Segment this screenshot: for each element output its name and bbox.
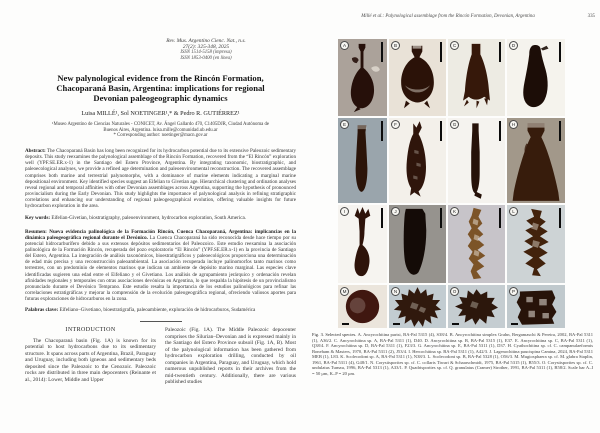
scale-bar [440,42,442,62]
resumen-paragraph [25,229,296,303]
figure-panel-E [338,118,387,203]
specimen-photo [448,39,505,116]
palabras-label: Palabras clave: [25,307,59,314]
scale-bar [499,208,501,228]
specimen-photo [507,39,565,116]
figure-panel-I [338,205,387,283]
specimen-photo [507,205,565,283]
panel-letter-badge: A [340,41,349,50]
scale-bar [381,121,383,141]
section-divider [140,321,182,322]
scale-bar [381,208,383,228]
affiliation-line-2: Buenos Aires, Argentina. luisa.mille@comunidad.ub.edu.ar [103,127,218,133]
figure-panel-B [389,39,446,116]
keywords-line [25,215,296,221]
journal-name: Rev. Mus. Argentino Cienc. Nat., n.s. [166,38,246,44]
scale-bar [559,42,561,62]
running-head: Millé et al.: Palynological assemblage from the Rincón Formation, Devonian, Argentina [361,14,535,19]
introduction-columns [25,327,296,386]
page-right [310,0,600,433]
authors-line: Luisa MILLÉ¹, Sol NOETINGER¹,* & Pedro R. GUTIÉRREZ¹ [81,110,240,118]
keywords-label: Key words: [25,214,51,221]
figure-caption-lead: Fig. 3. Selected species. [312,332,357,337]
panel-letter-badge: I [340,207,349,216]
journal-volume: 27(2): 325-348, 2025 [182,44,230,50]
intro-column-left [25,327,156,386]
abstract-label: Abstract: [25,147,46,154]
panel-letter-badge: F [391,120,400,129]
specimen-photo [448,205,505,283]
scale-bar [381,42,383,62]
panel-letter-badge: D [509,41,518,50]
figure-panel-F [389,118,446,203]
panel-letter-badge: E [340,120,349,129]
specimen-photo [389,118,446,203]
figure-panel-G [448,118,505,203]
intro-paragraph-right: Paleozoic (Fig. 1A). The Middle Paleozoic depocenter comprises the Silurian–Devonian and is expressed mainly in the Santiago del Estero Province subsoil (Fig. 1A, B). Most of the palynological information has been gathered from hydrocarbon exploration drilling, conducted by oil companies in Argentina, Paraguay, and Uruguay, which hold numerous unpublished reports in their archives from the mid-twentieth century. Additionally, there are various published studies [165,327,296,386]
panel-letter-badge: P [509,287,518,296]
figure-panel-K [448,205,505,283]
figure-panel-A [338,39,387,116]
scale-bar [342,323,349,325]
scale-bar [511,323,518,325]
figure-panel-J [389,205,446,283]
figure-panel-D [507,39,565,116]
panel-letter-badge: M [340,287,349,296]
specimen-photo [338,39,387,116]
issn-print: ISSN 1514-5158 (impresa) [180,50,232,55]
figure-panel-P [507,285,565,328]
abstract-text: The Chacoparaná Basin has long been recognized for its hydrocarbon potential due to its extensive Paleozoic sedimentary deposits. This study reexamines the palynological assemblage of the Rincón Formation, recovered from the “El Rincón” exploration well (YPF.SE.ER.x-1) in the Santiago del Estero Province, Argentina. By integrating taxonomic, biostratigraphic, and paleoecological analyses, we provide a refined age determination and paleoenvironmental reconstruction. The recovered assemblage comprises both marine and terrestrial palynomorphs, with a dominance of marine elements indicating a marginal marine depositional environment. Key identified species suggest an Eifelian to Givetian age. Hierarchical clustering and ordination analyses reveal regional and temporal affinities with other Devonian assemblages across Argentina, supporting the hypothesis of pronounced provincialism during the Early Devonian. This study highlights the importance of palynological analysis in refining stratigraphic correlations and enhancing our understanding of regional paleogeographical evolution, offering valuable insights for future hydrocarbon exploration in the area. [25,147,296,210]
specimen-photo [338,118,387,203]
figure-caption [312,332,593,376]
specimen-photo [338,205,387,283]
scale-bar [499,42,501,62]
intro-column-right [165,327,296,386]
scale-bar [452,323,459,325]
scale-bar [499,121,501,141]
affiliation [25,122,296,139]
keywords-text: Eifelian-Givetian, biostratigraphy, paleoenvironment, hydrocarbon exploration, South America. [51,214,247,221]
scale-bar [559,208,561,228]
figure-grid [338,39,565,328]
affiliation-line-3: * Corresponding author: noetinger@macn.gov.ar [113,133,208,139]
figure-panel-N [389,285,446,328]
palabras-line [25,307,296,313]
panel-letter-badge: K [450,207,459,216]
intro-paragraph-left: The Chacoparaná basin (Fig. 1A) is known for its potential to host hydrocarbons due to its sedimentary structure. It spans across parts of Argentina, Brazil, Paraguay and Uruguay, including both igneous and sedimentary beds deposited since the Paleozoic to the Cenozoic. Paleozoic rocks are distributed in three main depocenters (Reinante et al., 2014): Lower, Middle and Upper [25,337,156,383]
resumen-label: Resumen: Nueva evidencia palinológica de la Formación Rincón, Cuenca Chacoparaná, Argentina: implicancias en la dinámica paleogeográfica regional durante el Devónico. [25,228,296,241]
panel-letter-badge: B [391,41,400,50]
abstract-paragraph [25,148,296,210]
figure-panel-C [448,39,505,116]
specimen-photo [389,205,446,283]
resumen-text: La Cuenca Chacoparaná ha sido reconocida desde hace tiempo por su potencial hidrocarburífero debido a sus extensos depósitos sedimentarios del Paleozoico. Este estudio reexamina la asociación palinológica de la Formación Rincón, recuperada del pozo exploratorio “El Rincón” (YPF.SE.ER.x-1) en la provincia de Santiago del Estero, Argentina. La integración de análisis taxonómicos, bioestratigráficos y paleoecológicos proporciona una determinación de edad más precisa y una reconstrucción paleoambiental. La asociación recuperada incluye palinomorfos tanto marinos como terrestres, con un predominio de elementos marinos que indican un ambiente de depósito marino marginal. Las especies clave identificadas sugieren una edad entre el Eifeliano y el Givetiano. Los análisis de agrupamiento jerárquico y ordenación revelan afinidades regionales y temporales con otras asociaciones devónicas en Argentina, lo que respalda la hipótesis de un provincialismo pronunciado durante el Devónico Temprano. Este estudio resalta la importancia de los estudios palinológicos para refinar las correlaciones estratigráficas y mejorar la comprensión de la evolución paleogeográfica regional, ofreciendo valiosos aportes para futuras exploraciones de hidrocarburos en la zona. [25,234,296,303]
scale-bar [440,208,442,228]
page-number: 335 [587,14,595,19]
panel-letter-badge: N [391,287,400,296]
palabras-text: Eifeliano–Givetiano, bioestratigrafía, paleoambiente, exploración de hidrocarburos, Sudamérica [59,307,256,314]
scale-bar [559,121,561,141]
panel-letter-badge: H [509,120,518,129]
panel-letter-badge: G [450,120,459,129]
introduction-heading: INTRODUCTION [65,327,116,334]
figure-panel-H [507,118,565,203]
affiliation-line-1: ¹Museo Argentino de Ciencias Naturales - CONICET, Av. Ángel Gallardo 470, C1405DJR, Ciudad Autónoma de [52,122,269,128]
figure-caption-text: A. Ancyrochitina parisi, BA-Pal 5315 (4), S38/4. B. Ancyrochitina simplex Grahn, Bergamaschi & Pereira, 2002, BA-Pal 5311 (1), A36/2. C. Ancyrochitina sp. A, BA-Pal 5311 (1), D40. D. Ancyrochitina sp. B, BA-Pal 5315 (1), E37. E. Ancyrochitina sp. C, BA-Pal 5311 (1), Q38/4. F. Ancyrochitina sp. D, BA-Pal 5311 (1), F23/3. G. Ancyrochitina sp. E, BA-Pal 5311 (1), D37. H. Cyathochitina sp. cf. C. campanulaeformis Boneham & Masters, 1970, BA-Pal 5311 (2), J53/4. I. Hercochitina sp. BA-Pal 5311 (1), A42/3. J. Lagenochitina paucispina Camina, 2024, BA-Pal 5311 MEB (1), L83. K. Scolecodont sp. A, BA-Pal 5311 (1), N38/3. L. Scolecodont sp. B, BA-Pal 5328 (1), O56/3. M. Mugiosphaera sp. cf. M. glabra Staplin, 1961, BA-Pal 5311 (4), G48/1. N. Corystisporites sp. cf. C. collaris Tiwari & Schaarschmidt, 1975, BA-Pal 5315 (1), B55/3. O. Corystisporites sp. cf. C. undulatus Turnau, 1996, BA-Pal 5313 (1), A33/1. P. Quadrisporites sp. cf. Q. granulatus (Cramer) Strother, 1991, BA-Pal 5311 (1), B58/2. Scale bar A–I = 50 μm, K–P = 20 μm. [312,332,593,376]
figure-panel-L [507,205,565,283]
specimen-photo [507,118,565,203]
figure-panel-O [448,285,505,328]
panel-letter-badge: O [450,287,459,296]
figure-panel-M [338,285,387,328]
panel-letter-badge: C [450,41,459,50]
paper-title: New palynological evidence from the Rincón Formation, Chacoparaná Basin, Argentina: implications for regional Devonian paleogeographic dynamics [56,73,265,104]
scale-bar [393,323,400,325]
specimen-photo [389,39,446,116]
panel-letter-badge: J [391,207,400,216]
issn-online: ISSN 1853-0400 (en línea) [180,55,232,61]
scale-bar [440,121,442,141]
specimen-photo [448,118,505,203]
panel-letter-badge: L [509,207,518,216]
journal-header [121,38,291,61]
